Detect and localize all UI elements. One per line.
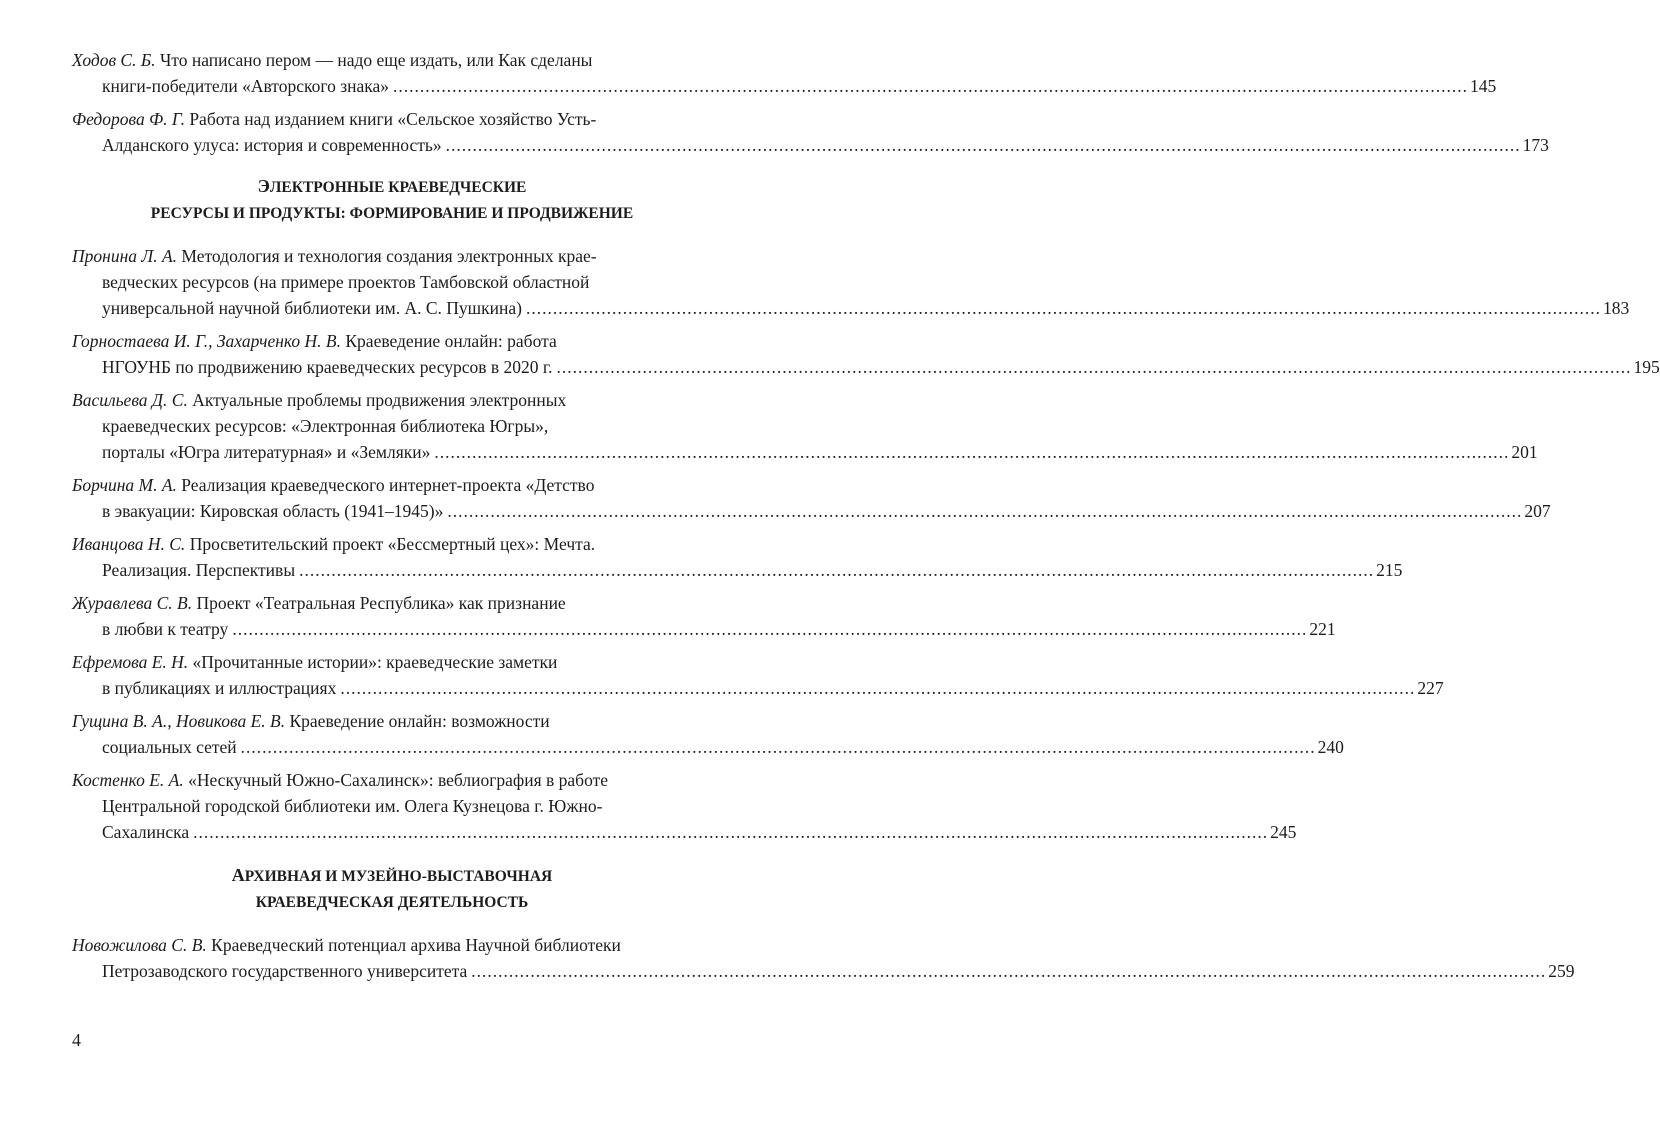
toc-group-top — [72, 47, 1549, 158]
toc-entry-title: Краеведческий потенциал архива Научной библиотеки — [206, 935, 621, 955]
toc-entry-author: Костенко Е. А. — [72, 770, 184, 790]
toc-entry-page-number: 183 — [1602, 298, 1630, 318]
toc-entry-first-line — [72, 47, 712, 73]
toc-entry — [72, 387, 1538, 465]
toc-entry — [72, 932, 1575, 984]
toc-entry-last-line — [72, 557, 1403, 583]
dot-leader: ........................................................................................................................................................................................................ — [556, 357, 1632, 377]
toc-entry-last-line — [72, 354, 1660, 380]
dot-leader: ........................................................................................................................................................................................................ — [299, 560, 1375, 580]
toc-entry-title-end: книги-победители «Авторского знака» — [102, 76, 390, 96]
toc-entry-first-line — [72, 531, 712, 557]
toc-entry-first-line — [72, 649, 712, 675]
dot-leader: ........................................................................................................................................................................................................ — [471, 961, 1547, 981]
toc-entry-first-line — [72, 472, 712, 498]
toc-entry — [72, 649, 1444, 701]
toc-entry-last-line — [72, 295, 1630, 321]
toc-entry-page-number: 259 — [1548, 961, 1575, 981]
toc-entry-title-end: Петрозаводского государственного университета — [102, 961, 468, 981]
toc-entry-author: Горностаева И. Г., Захарченко Н. В. — [72, 331, 341, 351]
toc-entry-title: Краеведение онлайн: работа — [341, 331, 557, 351]
dot-leader: ........................................................................................................................................................................................................ — [240, 737, 1316, 757]
toc-entry-author: Ходов С. Б. — [72, 50, 156, 70]
toc-entry-author: Васильева Д. С. — [72, 390, 188, 410]
toc-entry-author: Иванцова Н. С. — [72, 534, 186, 554]
toc-entry-page-number: 173 — [1522, 135, 1549, 155]
toc-entry-author: Ефремова Е. Н. — [72, 652, 189, 672]
dot-leader: ........................................................................................................................................................................................................ — [434, 442, 1510, 462]
toc-entry-first-line — [72, 590, 712, 616]
table-of-contents — [72, 47, 1660, 991]
toc-entry-title: Просветительский проект «Бессмертный цех»: Мечта. — [185, 534, 596, 554]
toc-entry-last-line — [72, 616, 1336, 642]
dot-leader: ........................................................................................................................................................................................................ — [445, 135, 1521, 155]
toc-group-middle — [72, 243, 1660, 845]
toc-entry-first-line — [72, 932, 712, 958]
toc-entry-page-number: 215 — [1376, 560, 1403, 580]
toc-entry-title-end: в любви к театру — [102, 619, 229, 639]
toc-entry-last-line — [72, 498, 1551, 524]
toc-entry-title: «Прочитанные истории»: краеведческие заметки — [188, 652, 558, 672]
toc-entry-title: Что написано пером — надо еще издать, или Как сделаны — [155, 50, 593, 70]
toc-entry-title-end: социальных сетей — [102, 737, 237, 757]
toc-entry-author: Новожилова С. В. — [72, 935, 207, 955]
toc-entry-first-line — [72, 106, 712, 132]
toc-entry-first-line — [72, 387, 712, 413]
toc-entry — [72, 47, 1497, 99]
toc-entry-last-line — [72, 958, 1575, 984]
toc-entry-last-line — [72, 675, 1444, 701]
toc-entry-title-end: Реализация. Перспективы — [102, 560, 296, 580]
toc-group-bottom — [72, 932, 1575, 984]
toc-entry — [72, 767, 1297, 845]
toc-entry — [72, 328, 1660, 380]
dot-leader: ........................................................................................................................................................................................................ — [393, 76, 1469, 96]
toc-entry-page-number: 207 — [1524, 501, 1551, 521]
toc-entry-page-number: 201 — [1511, 442, 1538, 462]
toc-entry-page-number: 227 — [1417, 678, 1444, 698]
section-heading-line-2: КРАЕВЕДЧЕСКАЯ ДЕЯТЕЛЬНОСТЬ — [255, 894, 529, 911]
toc-entry-author: Борчина М. А. — [72, 475, 177, 495]
toc-entry — [72, 472, 1551, 524]
section-heading-line-1: АРХИВНАЯ И МУЗЕЙНО-ВЫСТАВОЧНАЯ — [231, 865, 553, 885]
toc-entry-title-end: универсальной научной библиотеки им. А. С. Пушкина) — [102, 298, 522, 318]
toc-entry-title-end: Сахалинска — [102, 822, 190, 842]
toc-entry-title: «Нескучный Южно-Сахалинск»: веблиография в работе — [183, 770, 609, 790]
toc-entry-title-continuation: Центральной городской библиотеки им. Олега Кузнецова г. Южно- — [102, 796, 603, 816]
toc-entry-title: Проект «Театральная Республика» как признание — [192, 593, 566, 613]
toc-entry-first-line — [72, 767, 712, 793]
toc-entry-last-line — [72, 734, 1344, 760]
dot-leader: ........................................................................................................................................................................................................ — [340, 678, 1416, 698]
toc-entry-last-line — [72, 132, 1549, 158]
toc-entry-first-line — [72, 328, 712, 354]
toc-entry-title: Работа над изданием книги «Сельское хозяйство Усть- — [184, 109, 597, 129]
toc-entry-last-line — [72, 73, 1497, 99]
toc-entry — [72, 531, 1403, 583]
section-heading-archive-museum — [72, 862, 712, 916]
toc-entry-title-continuation: ведческих ресурсов (на примере проектов Тамбовской областной — [102, 272, 590, 292]
toc-entry-first-line — [72, 243, 712, 269]
toc-entry-first-line — [72, 708, 712, 734]
toc-entry-title: Актуальные проблемы продвижения электронных — [187, 390, 567, 410]
toc-entry-author: Пронина Л. А. — [72, 246, 178, 266]
toc-entry-title-end: в публикациях и иллюстрациях — [102, 678, 337, 698]
toc-entry-title: Краеведение онлайн: возможности — [285, 711, 550, 731]
toc-entry — [72, 708, 1344, 760]
toc-entry-page-number: 145 — [1470, 76, 1497, 96]
dot-leader: ........................................................................................................................................................................................................ — [447, 501, 1523, 521]
toc-entry-page-number: 221 — [1309, 619, 1336, 639]
toc-entry-title-end: порталы «Югра литературная» и «Земляки» — [102, 442, 431, 462]
section-heading-electronic-resources — [72, 173, 712, 227]
dot-leader: ........................................................................................................................................................................................................ — [232, 619, 1308, 639]
toc-entry-title: Реализация краеведческого интернет-проекта «Детство — [176, 475, 595, 495]
section-heading-line-2: РЕСУРСЫ И ПРОДУКТЫ: ФОРМИРОВАНИЕ И ПРОДВИЖЕНИЕ — [150, 205, 634, 222]
toc-entry-page-number: 245 — [1270, 822, 1297, 842]
toc-entry-author: Федорова Ф. Г. — [72, 109, 185, 129]
toc-entry-title-end: в эвакуации: Кировская область (1941–1945)» — [102, 501, 444, 521]
toc-entry-author: Журавлева С. В. — [72, 593, 193, 613]
dot-leader: ........................................................................................................................................................................................................ — [193, 822, 1269, 842]
toc-entry-last-line — [72, 819, 1297, 845]
toc-entry — [72, 106, 1549, 158]
toc-entry-page-number: 195 — [1633, 357, 1660, 377]
dot-leader: ........................................................................................................................................................................................................ — [525, 298, 1601, 318]
toc-entry-title: Методология и технология создания электронных крае- — [177, 246, 597, 266]
toc-entry-title-end: Алданского улуса: история и современность» — [102, 135, 442, 155]
toc-entry — [72, 590, 1336, 642]
section-heading-line-1: ЭЛЕКТРОННЫЕ КРАЕВЕДЧЕСКИЕ — [257, 176, 527, 196]
toc-entry-title-end: НГОУНБ по продвижению краеведческих ресурсов в 2020 г. — [102, 357, 553, 377]
toc-entry-title-continuation: краеведческих ресурсов: «Электронная библиотека Югры», — [102, 416, 549, 436]
toc-entry-page-number: 240 — [1317, 737, 1344, 757]
toc-entry — [72, 243, 1630, 321]
page-number: 4 — [72, 1030, 81, 1050]
toc-entry-last-line — [72, 439, 1538, 465]
toc-entry-author: Гущина В. А., Новикова Е. В. — [72, 711, 286, 731]
